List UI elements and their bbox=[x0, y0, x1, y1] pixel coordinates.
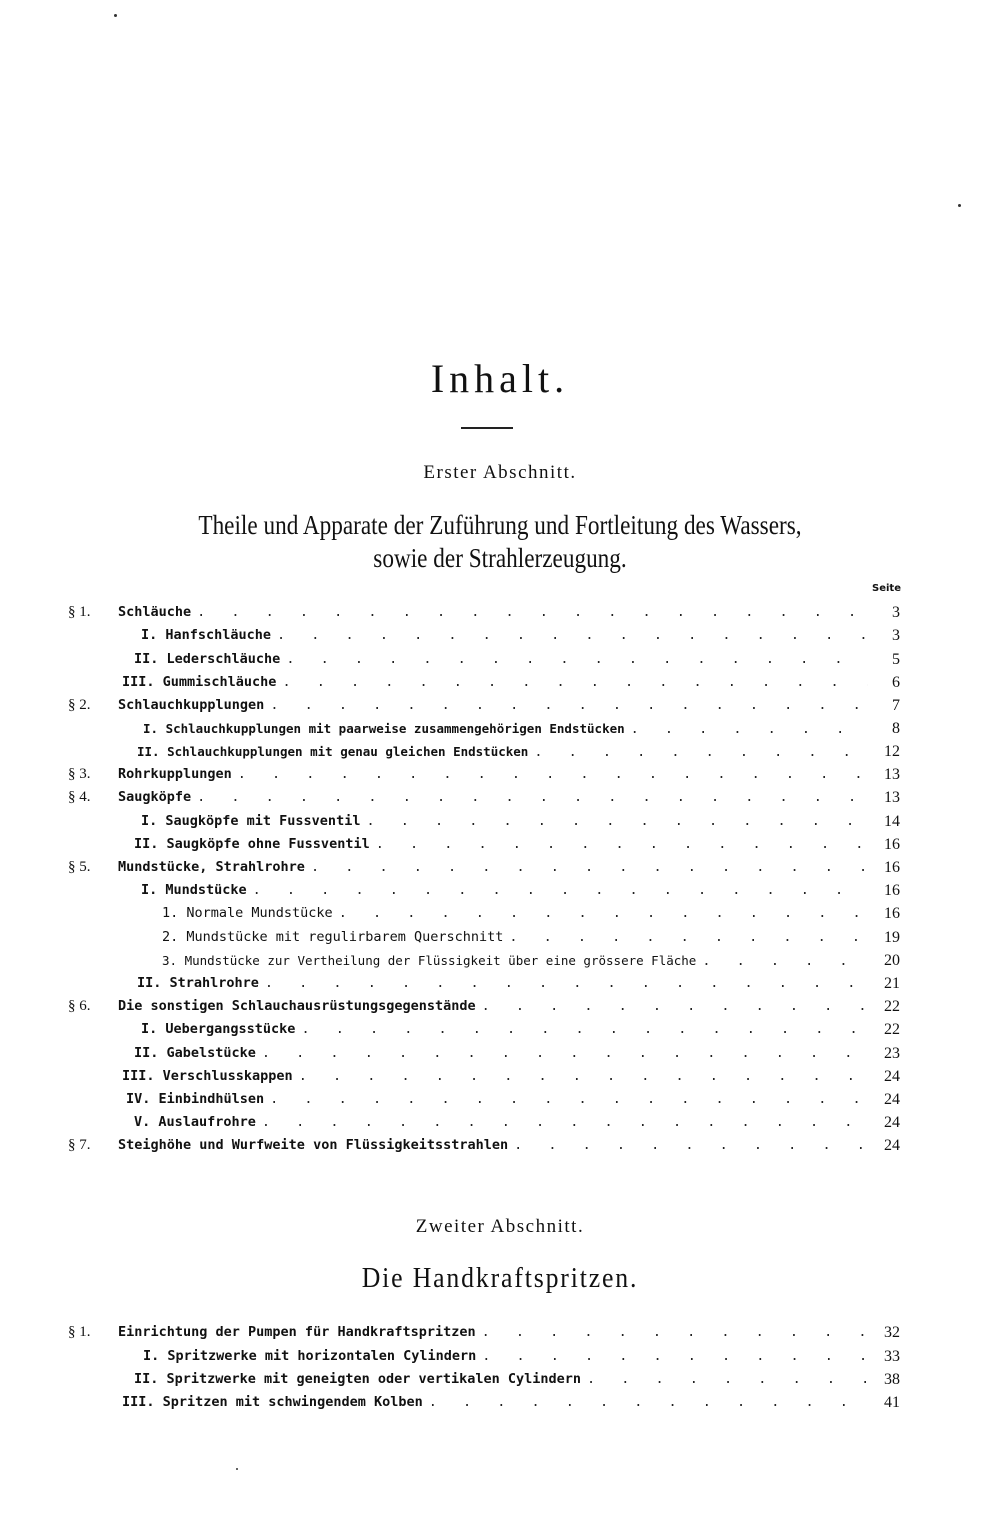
title-rule bbox=[461, 427, 513, 429]
toc-entry bbox=[0, 902, 1000, 925]
toc-entry bbox=[0, 763, 1000, 786]
toc-entry bbox=[0, 1345, 1000, 1368]
toc-entry bbox=[0, 856, 1000, 879]
toc-entry-label: II. Strahlrohre bbox=[137, 972, 265, 995]
toc-entry bbox=[0, 1065, 1000, 1088]
toc-entry bbox=[0, 810, 1000, 833]
toc-entry-label: I. Schlauchkupplungen mit paarweise zusammengehörigen Endstücken bbox=[143, 717, 631, 740]
toc-entry bbox=[0, 995, 1000, 1018]
toc-entry-label: Die sonstigen Schlauchausrüstungsgegenstände bbox=[118, 995, 482, 1018]
toc-entry-number: § 2. bbox=[68, 697, 91, 713]
toc-entry-number: § 1. bbox=[68, 1324, 91, 1340]
toc-entry-page: 16 bbox=[884, 836, 900, 853]
toc-entry-page: 41 bbox=[884, 1394, 900, 1411]
toc-entry bbox=[0, 786, 1000, 809]
toc-entry-page: 32 bbox=[884, 1324, 900, 1341]
toc-entry-page: 8 bbox=[892, 720, 900, 737]
toc-entry-label: I. Spritzwerke mit horizontalen Cylindern bbox=[143, 1345, 482, 1368]
toc-entry-label: 1. Normale Mundstücke bbox=[162, 902, 339, 925]
toc-entry-label: 3. Mundstücke zur Vertheilung der Flüssigkeit über eine grössere Fläche bbox=[162, 949, 702, 972]
toc-entry-label: II. Saugköpfe ohne Fussventil bbox=[134, 833, 376, 856]
toc-entry bbox=[0, 624, 1000, 647]
toc-entry-page: 14 bbox=[884, 813, 900, 830]
toc-entry bbox=[0, 972, 1000, 995]
section-1-heading: Erster Abschnitt. bbox=[423, 462, 577, 483]
toc-entry-page: 7 bbox=[892, 697, 900, 714]
toc-entry-label: I. Uebergangsstücke bbox=[141, 1018, 301, 1041]
toc-entry bbox=[0, 671, 1000, 694]
toc-entry bbox=[0, 1111, 1000, 1134]
toc-entry-page: 24 bbox=[884, 1114, 900, 1131]
toc-entry bbox=[0, 926, 1000, 949]
toc-entry bbox=[0, 648, 1000, 671]
toc-entry bbox=[0, 740, 1000, 763]
toc-entry-label: II. Spritzwerke mit geneigten oder vertikalen Cylindern bbox=[134, 1368, 587, 1391]
seite-column-label: Seite bbox=[872, 583, 901, 594]
toc-entry-page: 6 bbox=[892, 674, 900, 691]
toc-entry-page: 13 bbox=[884, 789, 900, 806]
section-2-title: Die Handkraftspritzen. bbox=[361, 1263, 639, 1294]
print-speck bbox=[958, 204, 961, 207]
toc-entry-page: 16 bbox=[884, 882, 900, 899]
toc-entry-label: Schlauchkupplungen bbox=[118, 694, 270, 717]
toc-entry-page: 16 bbox=[884, 905, 900, 922]
page-title: Inhalt. bbox=[430, 356, 570, 401]
toc-entry-page: 33 bbox=[884, 1348, 900, 1365]
section-2-heading: Zweiter Abschnitt. bbox=[415, 1216, 585, 1237]
toc-entry-page: 24 bbox=[884, 1068, 900, 1085]
toc-entry-label: Steighöhe und Wurfweite von Flüssigkeitsstrahlen bbox=[118, 1134, 514, 1157]
toc-entry-page: 3 bbox=[892, 604, 900, 621]
toc-entry-label: I. Hanfschläuche bbox=[141, 624, 277, 647]
toc-entry-page: 19 bbox=[884, 929, 900, 946]
toc-entry-page: 5 bbox=[892, 651, 900, 668]
toc-entry-label: IV. Einbindhülsen bbox=[126, 1088, 270, 1111]
toc-entry-label: Schläuche bbox=[118, 601, 197, 624]
toc-entry-label: Saugköpfe bbox=[118, 786, 197, 809]
toc-entry-label: II. Lederschläuche bbox=[134, 648, 286, 671]
toc-entry bbox=[0, 833, 1000, 856]
toc-entry-page: 22 bbox=[884, 1021, 900, 1038]
toc-entry-label: III. Spritzen mit schwingendem Kolben bbox=[122, 1391, 429, 1414]
toc-entry bbox=[0, 1321, 1000, 1344]
toc-entry bbox=[0, 717, 1000, 740]
toc-entry-page: 21 bbox=[884, 975, 900, 992]
toc-entry-label: III. Gummischläuche bbox=[122, 671, 282, 694]
toc-entry-page: 38 bbox=[884, 1371, 900, 1388]
toc-entry-label: Einrichtung der Pumpen für Handkraftspritzen bbox=[118, 1321, 482, 1344]
toc-entry-number: § 1. bbox=[68, 604, 91, 620]
section-1-title-line2: sowie der Strahlerzeugung. bbox=[373, 543, 627, 573]
toc-entry-label: II. Schlauchkupplungen mit genau gleichen Endstücken bbox=[137, 740, 534, 763]
toc-entry bbox=[0, 879, 1000, 902]
toc-entry-number: § 6. bbox=[68, 998, 91, 1014]
toc-entry-label: II. Gabelstücke bbox=[134, 1042, 262, 1065]
toc-entry-page: 3 bbox=[892, 627, 900, 644]
toc-entry bbox=[0, 694, 1000, 717]
toc-entry bbox=[0, 1088, 1000, 1111]
toc-entry-number: § 3. bbox=[68, 766, 91, 782]
toc-entry-page: 20 bbox=[884, 952, 900, 969]
toc-entry-page: 24 bbox=[884, 1091, 900, 1108]
toc-entry-label: Mundstücke, Strahlrohre bbox=[118, 856, 311, 879]
toc-entry-label: I. Mundstücke bbox=[141, 879, 253, 902]
toc-entry-number: § 5. bbox=[68, 859, 91, 875]
print-speck bbox=[114, 14, 117, 17]
toc-entry-page: 16 bbox=[884, 859, 900, 876]
toc-entry bbox=[0, 1134, 1000, 1157]
toc-entry bbox=[0, 1042, 1000, 1065]
toc-entry bbox=[0, 1018, 1000, 1041]
toc-entry-label: 2. Mundstücke mit regulirbarem Querschnitt bbox=[162, 926, 509, 949]
toc-entry bbox=[0, 601, 1000, 624]
toc-entry-label: Rohrkupplungen bbox=[118, 763, 238, 786]
toc-entry-page: 24 bbox=[884, 1137, 900, 1154]
toc-entry-page: 23 bbox=[884, 1045, 900, 1062]
toc-entry-number: § 4. bbox=[68, 789, 91, 805]
toc-entry-page: 13 bbox=[884, 766, 900, 783]
toc-entry-label: V. Auslaufrohre bbox=[134, 1111, 262, 1134]
toc-entry-label: III. Verschlusskappen bbox=[122, 1065, 299, 1088]
toc-entry-page: 22 bbox=[884, 998, 900, 1015]
toc-entry bbox=[0, 1368, 1000, 1391]
print-speck bbox=[236, 1468, 238, 1470]
toc-entry bbox=[0, 949, 1000, 972]
toc-entry-label: I. Saugköpfe mit Fussventil bbox=[141, 810, 366, 833]
toc-entry-number: § 7. bbox=[68, 1137, 91, 1153]
toc-entry-page: 12 bbox=[884, 743, 900, 760]
section-1-title-line1: Theile und Apparate der Zuführung und Fortleitung des Wassers, bbox=[198, 510, 802, 540]
toc-entry bbox=[0, 1391, 1000, 1414]
